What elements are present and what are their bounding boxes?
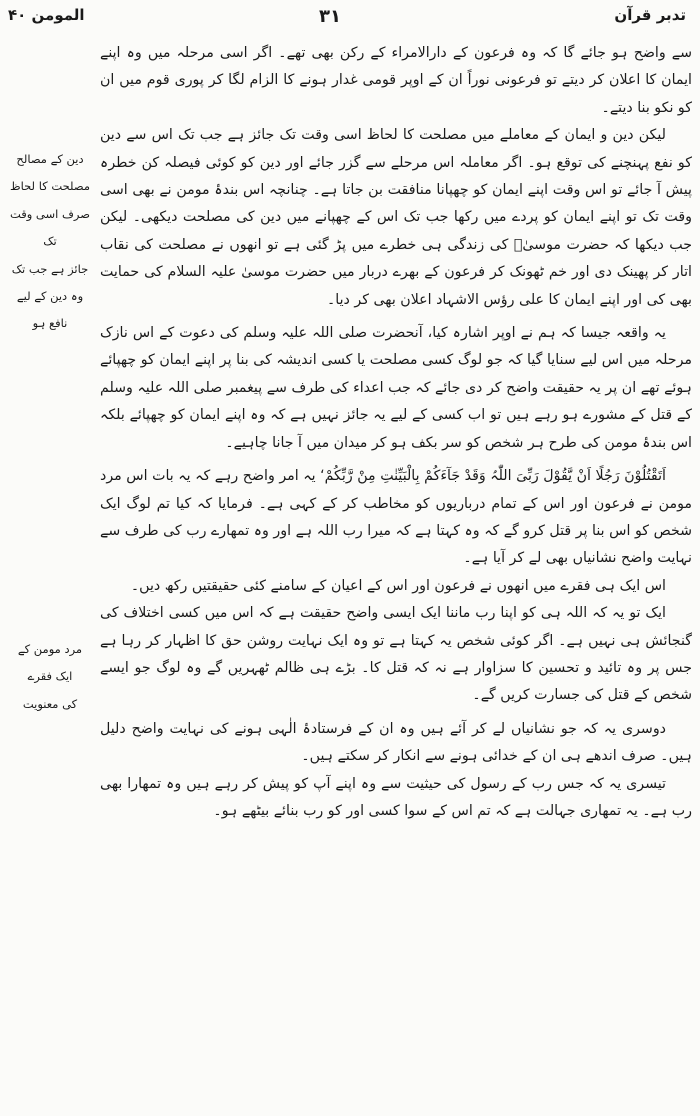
paragraph: ایک تو یہ کہ اللہ ہی کو اپنا رب ماننا ایک ایسی واضح حقیقت ہے کہ اس میں کسی اختلاف کی گنجائش ہی نہیں ہے۔ اگر کوئی شخص یہ کہتا ہے تو وہ ایک نہایت روشن حق کا اظہار کر رہا ہے جس پر وہ تائید و تحسین کا سزاوار ہے نہ کہ قتل کا۔ بڑے ہی ظالم ٹھہریں گے وہ لوگ جو ایسے شخص کے قتل کی جسارت کریں گے۔ [100,605,692,704]
margin-note-maslahat [4,146,96,338]
paragraph: یہ واقعہ جیسا کہ ہم نے اوپر اشارہ کیا، آنحضرت صلی اللہ علیہ وسلم کی دعوت کے اس نازک مرحلہ میں اس لیے سنایا گیا کہ جو لوگ کسی مصلحت یا کسی اندیشہ کی بنا پر اپنے ایمان کو چھپائے ہوئے تھے ان پر یہ حقیقت واضح کر دی جائے کہ جب اعداء کی طرف سے پیغمبر صلی اللہ علیہ وسلم کے قتل کے مشورے ہو رہے ہیں تو اب کسی کے لیے یہ جائز نہیں ہے کہ وہ اپنے ایمان کو چھپائے بلکہ اس بندۂ مومن کی طرح ہر شخص کو سر بکف ہو کر میدان میں آ جانا چاہیے۔ [100,325,692,451]
paragraph: تیسری یہ کہ جس رب کے رسول کی حیثیت سے وہ اپنے آپ کو پیش کر رہے ہیں وہ تمھارا بھی رب ہے۔ یہ تمھاری جہالت ہے کہ تم اس کے سوا کسی اور کو رب بنائے بیٹھے ہو۔ [100,775,692,819]
margin-note-sentence [4,636,96,718]
paragraph-verse: اَتَقْتُلُوْنَ رَجُلًا اَنْ یَّقُوْلَ رَبِّیَ اللّٰہُ وَقَدْ جَآءَکُمْ بِالْبَیِّنٰتِ مِنْ رَّبِّکُمْ‘ یہ امر واضح رہے کہ یہ بات اس مرد مومن نے فرعون اور اس کے تمام درباریوں کو مخاطب کر کے کہی ہے۔ فرمایا کہ کیا تم لوگ ایک شخص کو اس بنا پر قتل کرو گے کہ وہ کہتا ہے کہ میرا رب اللہ ہے اور وہ تمھارے رب کی طرف سے نہایت واضح نشانیاں بھی لے کر آیا ہے۔ [100,468,692,567]
page-number: ۳۱ [319,6,341,27]
note-line: مرد مومن کے [17,642,83,656]
paragraph: اس ایک ہی فقرے میں انھوں نے فرعون اور اس کے اعیان کے سامنے کئی حقیقتیں رکھ دیں۔ [130,577,666,594]
note-line: کی معنویت [22,696,78,711]
book-title-header: تدبر قرآن [614,6,686,24]
note-line: ایک فقرے [27,669,73,684]
note-line: دین کے مصالح [16,152,84,166]
paragraph: لیکن دین و ایمان کے معاملے میں مصلحت کا لحاظ اسی وقت تک جائز ہے جب تک اس سے دین کو نفع پہنچنے کی توقع ہو۔ اگر معاملہ اس مرحلے سے گزر جائے اور دین کو کوئی فیصلہ کن خطرہ پیش آ جائے تو اس وقت اپنے ایمان کو چھپانا منافقت بن جاتا ہے۔ چنانچہ اس بندۂ مومن نے بھی اسی وقت تک تو اپنے ایمان کو پردے میں رکھا جب تک اس کے چھپانے میں دین کی مصلحت دیکھی۔ لیکن جب دیکھا کہ حضرت موسیٰؑ کی زندگی ہی خطرے میں پڑ گئی ہے تو انھوں نے مصلحت کی نقاب اتار کر پھینک دی اور خم ٹھونک کر فرعون کے بھرے دربار میں حضرت موسیٰ علیہ السلام کی حمایت بھی کی اور اپنے ایمان کا علی رؤس الاشہاد اعلان بھی کر دیا۔ [100,127,692,308]
paragraph: دوسری یہ کہ جو نشانیاں لے کر آئے ہیں وہ ان کے فرستادۂ الٰہی ہونے کی نہایت واضح دلیل ہیں۔ صرف اندھے ہی ان کے خدائی ہونے سے انکار کر سکتے ہیں۔ [100,720,692,765]
surah-header: المومن ۴۰ [8,6,85,24]
note-line: جائز ہے جب تک [11,261,89,276]
note-line: وہ دین کے لیے [16,289,84,304]
note-line: صرف اسی وقت تک [9,206,91,249]
main-text [100,40,692,825]
paragraph: سے واضح ہو جائے گا کہ وہ فرعون کے دارالامراء کے رکن بھی تھے۔ اگر اسی مرحلہ میں وہ اپنے ایمان کا اعلان کر دیتے تو فرعونی نوراً ان کے اوپر قومی غدار ہونے کا الزام لگا کر پوری قوم میں ان کو نکو بنا دیتے۔ [100,45,692,116]
note-line: مصلحت کا لحاظ [9,179,90,194]
note-line: نافع ہو [32,316,68,331]
